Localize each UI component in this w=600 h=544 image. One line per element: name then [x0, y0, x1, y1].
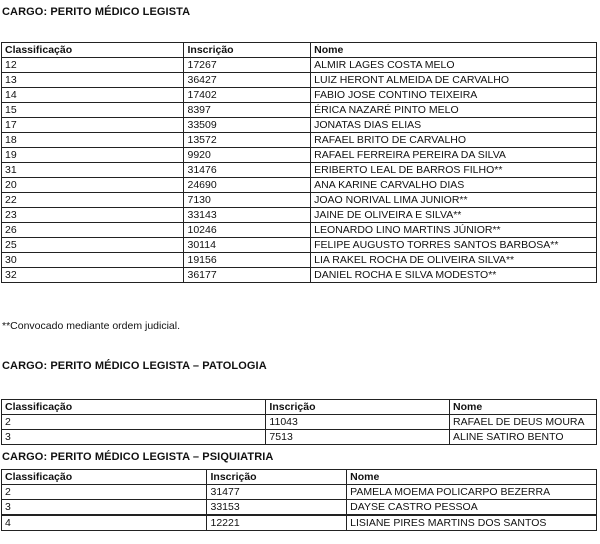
cell-classificacao: 4: [2, 515, 207, 531]
cell-nome: ÉRICA NAZARÉ PINTO MELO: [311, 103, 597, 118]
table-row: [2, 208, 597, 223]
cell-nome: ANA KARINE CARVALHO DIAS: [311, 178, 597, 193]
cell-classificacao: 2: [2, 485, 207, 500]
cell-classificacao: 19: [2, 148, 184, 163]
table-header-row: [2, 470, 597, 485]
cell-nome: LEONARDO LINO MARTINS JÚNIOR**: [311, 223, 597, 238]
cell-nome: ERIBERTO LEAL DE BARROS FILHO**: [311, 163, 597, 178]
cell-inscricao: 24690: [184, 178, 311, 193]
cell-nome: JAINE DE OLIVEIRA E SILVA**: [311, 208, 597, 223]
cell-nome: LIA RAKEL ROCHA DE OLIVEIRA SILVA**: [311, 253, 597, 268]
cell-classificacao: 3: [2, 500, 207, 516]
table-row: [2, 133, 597, 148]
cell-classificacao: 3: [2, 430, 266, 445]
table-row: [2, 88, 597, 103]
cell-classificacao: 13: [2, 73, 184, 88]
cell-nome: RAFAEL DE DEUS MOURA: [450, 415, 597, 430]
cell-inscricao: 36177: [184, 268, 311, 283]
table-row: [2, 193, 597, 208]
cell-nome: ALMIR LAGES COSTA MELO: [311, 58, 597, 73]
table-row: [2, 223, 597, 238]
table-row: [2, 73, 597, 88]
section-title-patologia: CARGO: PERITO MÉDICO LEGISTA – PATOLOGIA: [2, 360, 267, 372]
cell-nome: DANIEL ROCHA E SILVA MODESTO**: [311, 268, 597, 283]
header-classificacao: Classificação: [2, 470, 207, 485]
section-title-perito-medico-legista: CARGO: PERITO MÉDICO LEGISTA: [2, 6, 191, 18]
cell-nome: FABIO JOSE CONTINO TEIXEIRA: [311, 88, 597, 103]
table-row: [2, 163, 597, 178]
table-row: [2, 118, 597, 133]
cell-classificacao: 23: [2, 208, 184, 223]
cell-classificacao: 30: [2, 253, 184, 268]
table-row: [2, 515, 597, 531]
cell-nome: LISIANE PIRES MARTINS DOS SANTOS: [347, 515, 597, 531]
table-psiquiatria: [1, 469, 597, 531]
cell-inscricao: 8397: [184, 103, 311, 118]
header-inscricao: Inscrição: [266, 400, 450, 415]
cell-classificacao: 20: [2, 178, 184, 193]
cell-nome: PAMELA MOEMA POLICARPO BEZERRA: [347, 485, 597, 500]
cell-inscricao: 10246: [184, 223, 311, 238]
table-row: [2, 253, 597, 268]
header-inscricao: Inscrição: [184, 43, 311, 58]
table-row: [2, 415, 597, 430]
cell-classificacao: 22: [2, 193, 184, 208]
table-row: [2, 58, 597, 73]
table-row: [2, 103, 597, 118]
cell-inscricao: 17402: [184, 88, 311, 103]
cell-inscricao: 36427: [184, 73, 311, 88]
cell-classificacao: 14: [2, 88, 184, 103]
cell-nome: JOAO NORIVAL LIMA JUNIOR**: [311, 193, 597, 208]
table-header-row: [2, 400, 597, 415]
table-header-row: [2, 43, 597, 58]
footnote: **Convocado mediante ordem judicial.: [2, 320, 181, 332]
header-classificacao: Classificação: [2, 43, 184, 58]
section-title-psiquiatria: CARGO: PERITO MÉDICO LEGISTA – PSIQUIATRIA: [2, 451, 274, 463]
cell-nome: RAFAEL FERREIRA PEREIRA DA SILVA: [311, 148, 597, 163]
cell-inscricao: 12221: [207, 515, 347, 531]
cell-inscricao: 19156: [184, 253, 311, 268]
table-row: [2, 500, 597, 516]
cell-inscricao: 30114: [184, 238, 311, 253]
cell-inscricao: 31476: [184, 163, 311, 178]
cell-classificacao: 17: [2, 118, 184, 133]
table-row: [2, 430, 597, 445]
cell-classificacao: 15: [2, 103, 184, 118]
cell-nome: DAYSE CASTRO PESSOA: [347, 500, 597, 516]
cell-inscricao: 11043: [266, 415, 450, 430]
cell-classificacao: 31: [2, 163, 184, 178]
cell-classificacao: 25: [2, 238, 184, 253]
cell-inscricao: 7130: [184, 193, 311, 208]
table-row: [2, 238, 597, 253]
header-nome: Nome: [450, 400, 597, 415]
cell-inscricao: 9920: [184, 148, 311, 163]
header-classificacao: Classificação: [2, 400, 266, 415]
cell-nome: RAFAEL BRITO DE CARVALHO: [311, 133, 597, 148]
cell-classificacao: 18: [2, 133, 184, 148]
cell-inscricao: 31477: [207, 485, 347, 500]
table-row: [2, 178, 597, 193]
cell-inscricao: 13572: [184, 133, 311, 148]
header-nome: Nome: [311, 43, 597, 58]
header-inscricao: Inscrição: [207, 470, 347, 485]
table-row: [2, 148, 597, 163]
table-row: [2, 268, 597, 283]
cell-inscricao: 33153: [207, 500, 347, 516]
cell-classificacao: 2: [2, 415, 266, 430]
table-row: [2, 485, 597, 500]
table-perito-medico-legista: [1, 42, 597, 283]
cell-classificacao: 12: [2, 58, 184, 73]
cell-nome: JONATAS DIAS ELIAS: [311, 118, 597, 133]
cell-nome: FELIPE AUGUSTO TORRES SANTOS BARBOSA**: [311, 238, 597, 253]
table-patologia: [1, 399, 597, 445]
cell-inscricao: 7513: [266, 430, 450, 445]
cell-nome: ALINE SATIRO BENTO: [450, 430, 597, 445]
cell-classificacao: 26: [2, 223, 184, 238]
header-nome: Nome: [347, 470, 597, 485]
cell-nome: LUIZ HERONT ALMEIDA DE CARVALHO: [311, 73, 597, 88]
cell-inscricao: 33143: [184, 208, 311, 223]
cell-classificacao: 32: [2, 268, 184, 283]
cell-inscricao: 17267: [184, 58, 311, 73]
cell-inscricao: 33509: [184, 118, 311, 133]
